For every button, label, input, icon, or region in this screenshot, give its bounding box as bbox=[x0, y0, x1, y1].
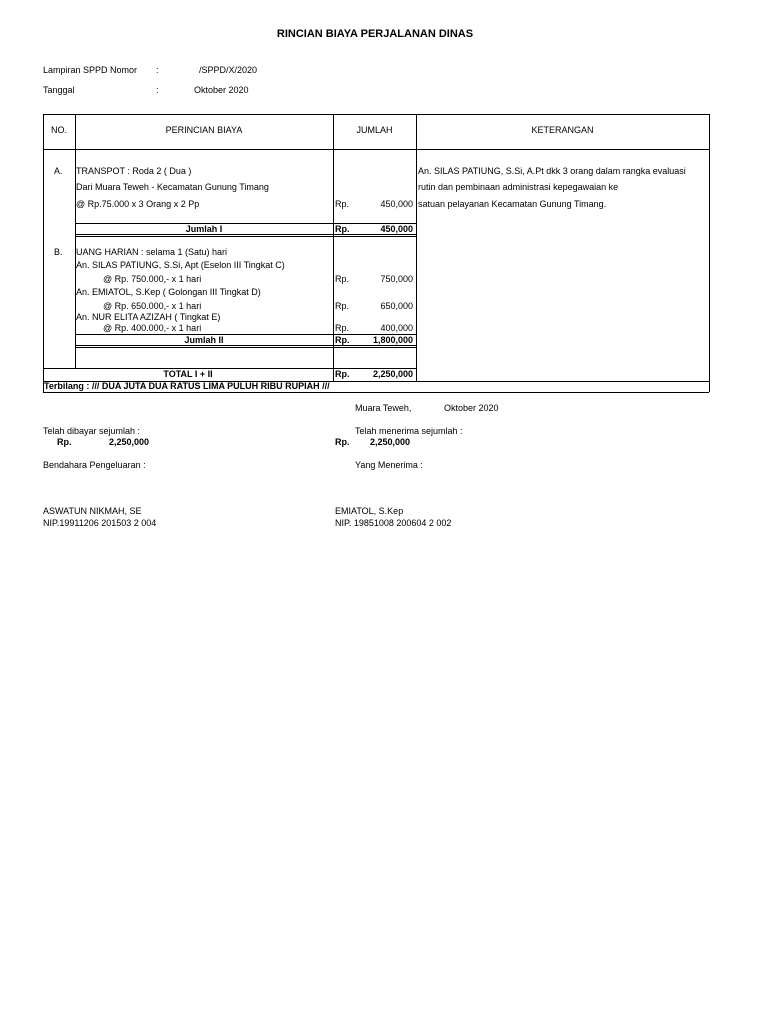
person1-rp: Rp. bbox=[335, 274, 350, 284]
person2-rate: @ Rp. 650.000,- x 1 hari bbox=[103, 301, 202, 311]
header-keterangan: KETERANGAN bbox=[531, 125, 594, 135]
lampiran-value: /SPPD/X/2020 bbox=[199, 65, 258, 75]
lampiran-sep: : bbox=[156, 65, 159, 75]
person2-amount: 650,000 bbox=[380, 301, 413, 311]
treasurer-title: Bendahara Pengeluaran : bbox=[43, 460, 146, 470]
person1-amount: 750,000 bbox=[380, 274, 413, 284]
section-b-line1: UANG HARIAN : selama 1 (Satu) hari bbox=[76, 247, 228, 257]
keterangan-line3: satuan pelayanan Kecamatan Gunung Timang. bbox=[418, 199, 607, 209]
paid-label: Telah dibayar sejumlah : bbox=[43, 426, 141, 436]
total-label: TOTAL I + II bbox=[163, 369, 213, 379]
place-label: Muara Teweh, bbox=[355, 403, 412, 413]
section-a-line1: TRANSPOT : Roda 2 ( Dua ) bbox=[76, 166, 192, 176]
receiver-nip: NIP. 19851008 200604 2 002 bbox=[335, 518, 452, 528]
tanggal-label: Tanggal bbox=[43, 85, 75, 95]
receiver-name: EMIATOL, S.Kep bbox=[335, 506, 404, 516]
subtotal-a-amount: 450,000 bbox=[380, 224, 413, 234]
person3-rp: Rp. bbox=[335, 323, 350, 333]
total-rp: Rp. bbox=[335, 369, 350, 379]
section-a-line3: @ Rp.75.000 x 3 Orang x 2 Pp bbox=[76, 199, 200, 209]
person3-name: An. NUR ELITA AZIZAH ( Tingkat E) bbox=[76, 312, 221, 322]
subtotal-b-amount: 1,800,000 bbox=[372, 335, 413, 345]
person3-rate: @ Rp. 400.000,- x 1 hari bbox=[103, 323, 202, 333]
received-label: Telah menerima sejumlah : bbox=[355, 426, 463, 436]
received-rp: Rp. bbox=[335, 437, 350, 447]
tanggal-value: Oktober 2020 bbox=[194, 85, 249, 95]
person3-amount: 400,000 bbox=[380, 323, 413, 333]
person1-rate: @ Rp. 750.000,- x 1 hari bbox=[103, 274, 202, 284]
treasurer-nip: NIP.19911206 201503 2 004 bbox=[43, 518, 157, 528]
page-title: RINCIAN BIAYA PERJALANAN DINAS bbox=[276, 28, 474, 40]
section-a-rp: Rp. bbox=[335, 199, 350, 209]
subtotal-a-label: Jumlah I bbox=[185, 224, 223, 234]
keterangan-line1: An. SILAS PATIUNG, S.Si, A.Pt dkk 3 orang dalam rangka evaluasi bbox=[418, 166, 686, 176]
header-jumlah: JUMLAH bbox=[356, 125, 393, 135]
section-b-no: B. bbox=[54, 247, 63, 257]
person1-name: An. SILAS PATIUNG, S.Si, Apt (Eselon III Tingkat C) bbox=[76, 260, 285, 270]
subtotal-b-rp: Rp. bbox=[335, 335, 350, 345]
paid-rp: Rp. bbox=[57, 437, 72, 447]
keterangan-line2: rutin dan pembinaan administrasi kepegawaian ke bbox=[418, 182, 619, 192]
received-amount: 2,250,000 bbox=[370, 437, 411, 447]
subtotal-a-rp: Rp. bbox=[335, 224, 350, 234]
terbilang: Terbilang : /// DUA JUTA DUA RATUS LIMA PULUH RIBU RUPIAH /// bbox=[44, 381, 330, 391]
header-perincian: PERINCIAN BIAYA bbox=[165, 125, 243, 135]
treasurer-name: ASWATUN NIKMAH, SE bbox=[43, 506, 142, 516]
person2-rp: Rp. bbox=[335, 301, 350, 311]
total-amount: 2,250,000 bbox=[372, 369, 413, 379]
section-a-line2: Dari Muara Teweh - Kecamatan Gunung Timang bbox=[76, 182, 269, 192]
subtotal-b-label: Jumlah II bbox=[184, 335, 224, 345]
paid-amount: 2,250,000 bbox=[109, 437, 150, 447]
place-date: Oktober 2020 bbox=[444, 403, 499, 413]
lampiran-label: Lampiran SPPD Nomor bbox=[43, 65, 138, 75]
section-a-no: A. bbox=[54, 166, 63, 176]
section-a-amount: 450,000 bbox=[380, 199, 413, 209]
header-no: NO. bbox=[50, 125, 67, 135]
person2-name: An. EMIATOL, S.Kep ( Golongan III Tingkat D) bbox=[76, 287, 261, 297]
receiver-title: Yang Menerima : bbox=[355, 460, 423, 470]
tanggal-sep: : bbox=[156, 85, 159, 95]
